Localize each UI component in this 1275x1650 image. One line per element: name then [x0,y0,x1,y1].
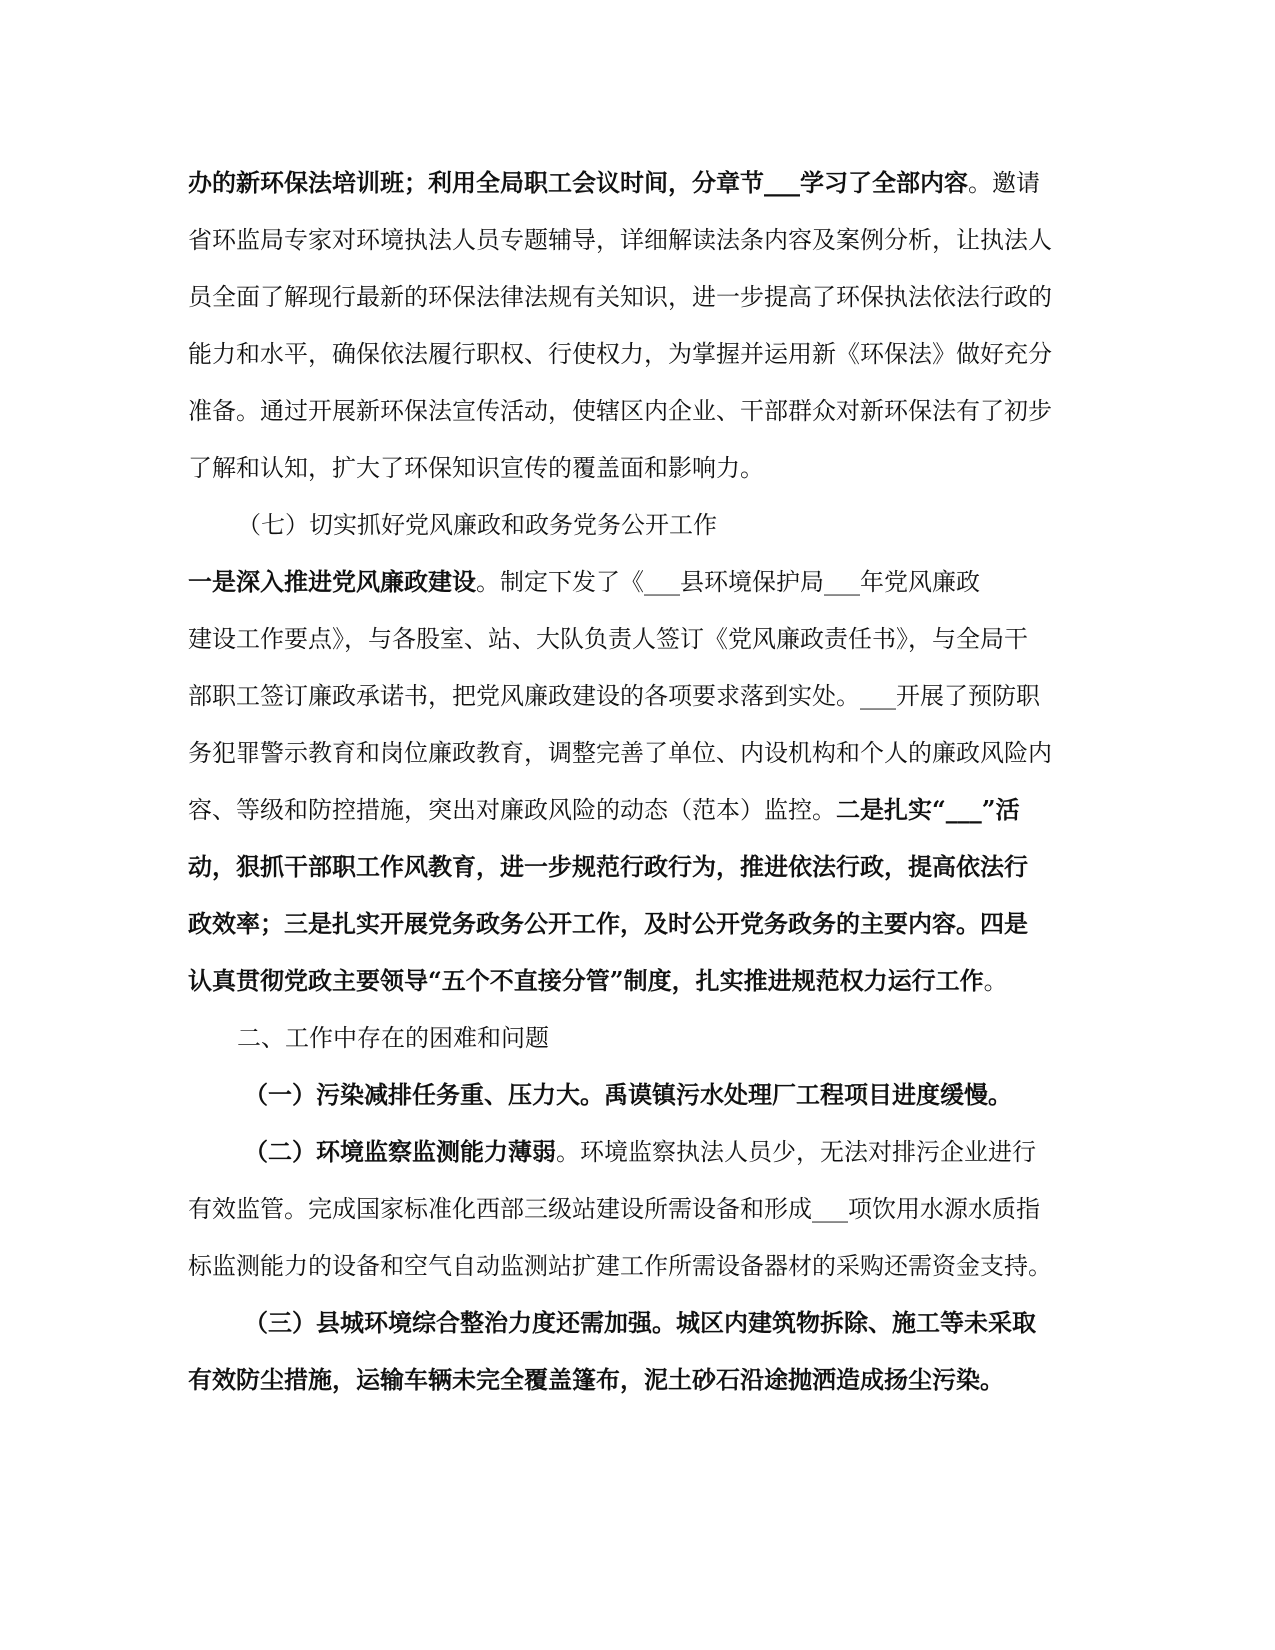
text-normal: 了解和认知，扩大了环保知识宣传的覆盖面和影响力。 [188,454,764,482]
paragraph-line-2 [188,225,1052,255]
paragraph-line-11 [188,738,1052,768]
paragraph-line-20 [188,1251,1052,1281]
text-normal: 标监测能力的设备和空气自动监测站扩建工作所需设备器材的采购还需资金支持。 [188,1252,1052,1280]
paragraph-line-3 [188,282,1052,312]
paragraph-line-14 [188,909,1028,939]
text-normal: 。邀请 [968,169,1040,197]
text-normal: 建设工作要点》，与各股室、站、大队负责人签订《党风廉政责任书》，与全局干 [188,625,1028,653]
text-normal: 省环监局专家对环境执法人员专题辅导，详细解读法条内容及案例分析，让执法人 [188,226,1052,254]
paragraph-line-15 [188,966,1008,996]
paragraph-line-10 [188,681,1040,711]
text-normal: 有效监管。完成国家标准化西部三级站建设所需设备和形成___项饮用水源水质指 [188,1195,1040,1223]
text-normal: 准备。通过开展新环保法宣传活动，使辖区内企业、干部群众对新环保法有了初步 [188,397,1052,425]
problem-heading-3 [244,1308,1036,1338]
paragraph-line-22 [188,1365,1004,1395]
text-bold: 一是深入推进党风廉政建设 [188,567,476,596]
paragraph-line-19 [188,1194,1040,1224]
text-normal: 员全面了解现行最新的环保法律法规有关知识，进一步提高了环保执法依法行政的 [188,283,1052,311]
heading-text: （七）切实抓好党风廉政和政务党务公开工作 [237,511,717,539]
text-bold: 动，狠抓干部职工作风教育，进一步规范行政行为，推进依法行政，提高依法行 [188,852,1028,881]
problem-heading-2 [244,1137,1036,1167]
chapter-heading-2 [237,1023,549,1053]
paragraph-line-6 [188,453,764,483]
text-bold: 二是扎实“___”活 [836,795,1020,824]
text-normal: 。环境监察执法人员少，无法对排污企业进行 [556,1138,1036,1166]
text-bold: （三）县城环境综合整治力度还需加强。城区内建筑物拆除、施工等未采取 [244,1308,1036,1337]
text-normal: 容、等级和防控措施，突出对廉政风险的动态（范本）监控。 [188,796,836,824]
problem-heading-1 [244,1080,1012,1110]
text-bold: （一）污染减排任务重、压力大。禹谟镇污水处理厂工程项目进度缓慢。 [244,1080,1012,1109]
text-bold: 认真贯彻党政主要领导“五个不直接分管”制度，扎实推进规范权力运行工作 [188,966,984,995]
paragraph-line-5 [188,396,1052,426]
heading-text: 二、工作中存在的困难和问题 [237,1024,549,1052]
paragraph-line-9 [188,624,1028,654]
text-bold: 有效防尘措施，运输车辆未完全覆盖篷布，泥土砂石沿途抛洒造成扬尘污染。 [188,1365,1004,1394]
text-bold: （二）环境监察监测能力薄弱 [244,1137,556,1166]
paragraph-line-12 [188,795,1020,825]
text-bold: 办的新环保法培训班；利用全局职工会议时间，分章节___学习了全部内容 [188,168,968,197]
paragraph-line-4 [188,339,1052,369]
text-normal: 。制定下发了《___县环境保护局___年党风廉政 [476,568,980,596]
paragraph-line-13 [188,852,1028,882]
paragraph-line-8 [188,567,980,597]
text-bold: 政效率；三是扎实开展党务政务公开工作，及时公开党务政务的主要内容。四是 [188,909,1028,938]
text-normal: 。 [983,967,1008,995]
text-normal: 务犯罪警示教育和岗位廉政教育，调整完善了单位、内设机构和个人的廉政风险内 [188,739,1052,767]
text-normal: 能力和水平，确保依法履行职权、行使权力，为掌握并运用新《环保法》做好充分 [188,340,1052,368]
text-normal: 部职工签订廉政承诺书，把党风廉政建设的各项要求落到实处。___开展了预防职 [188,682,1040,710]
paragraph-line-1 [188,168,1040,198]
section-heading-7 [237,510,717,540]
